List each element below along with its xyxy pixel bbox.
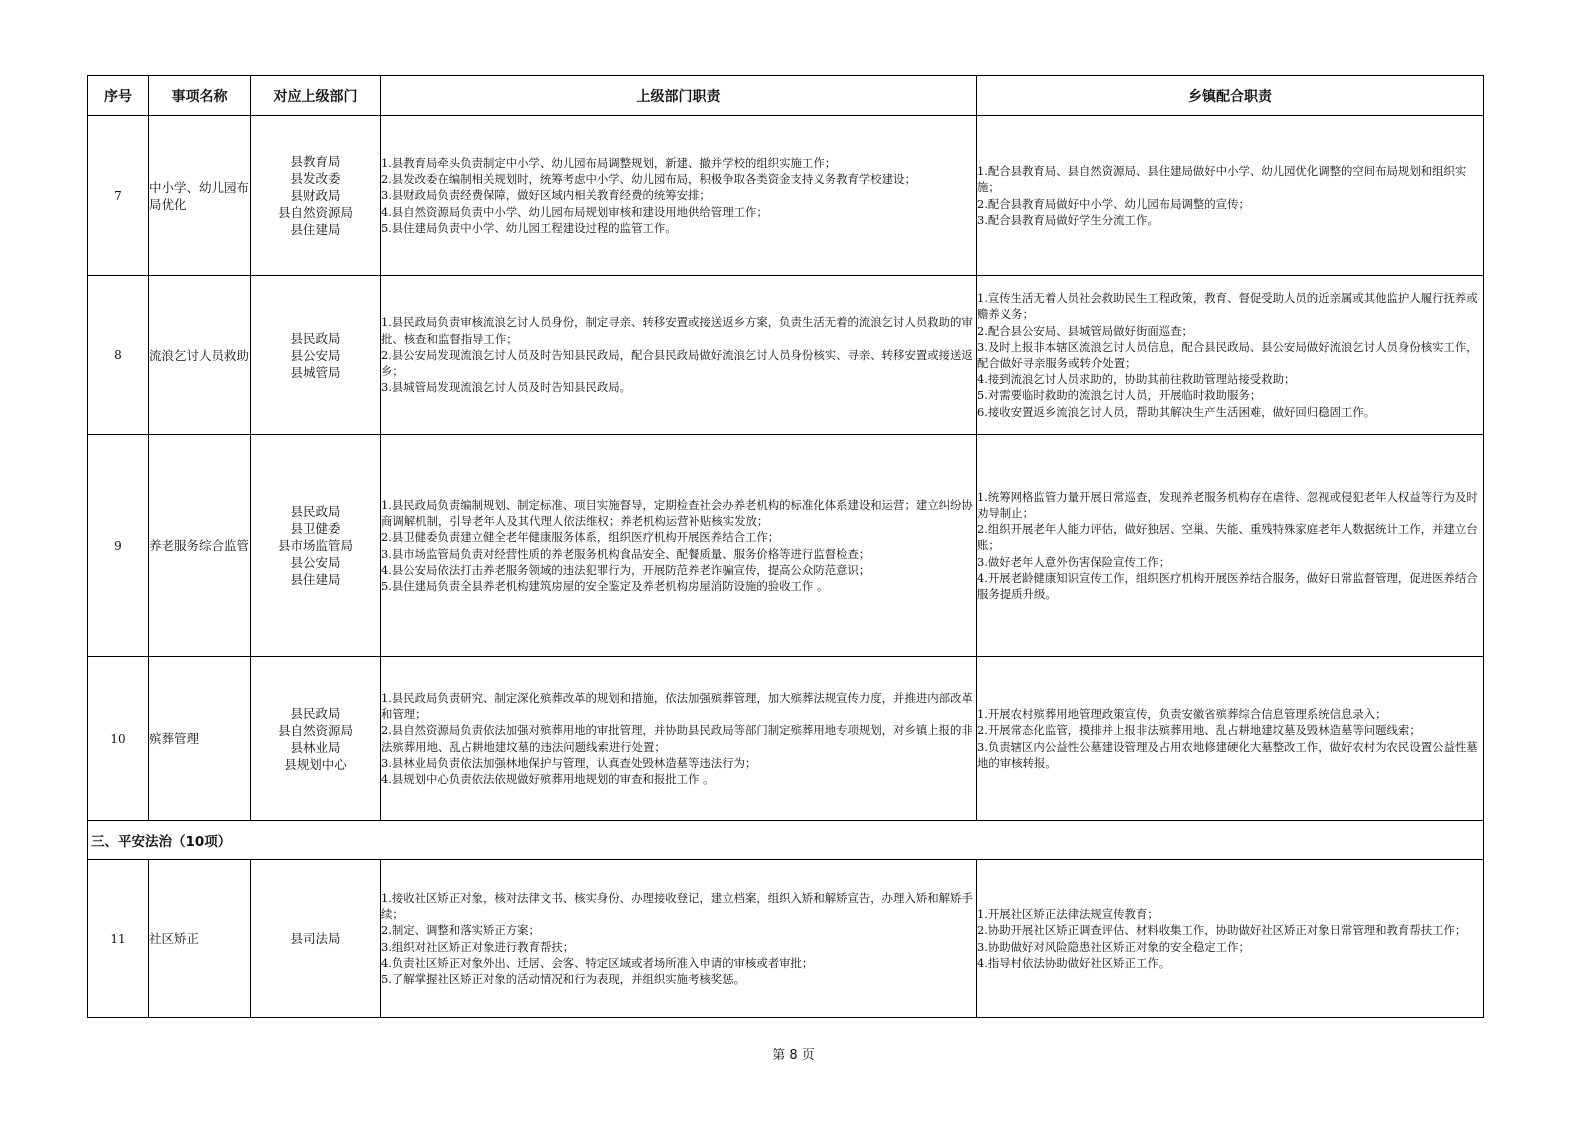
upper-duty-line: 2.县发改委在编制相关规划时，统筹考虑中小学、幼儿园布局，积极争取各类资金支持义务教育学校建设； bbox=[381, 172, 916, 187]
upper-duty-line: 5.县住建局负责中小学、幼儿园工程建设过程的监管工作。 bbox=[381, 220, 677, 235]
dept-item: 县公安局 bbox=[290, 555, 341, 570]
upper-duty-line: 4.县公安局依法打击养老服务领域的违法犯罪行为，开展防范养老诈骗宣传，提高公众防范意识； bbox=[381, 562, 871, 577]
town-duty-line: 3.做好老年人意外伤害保险宣传工作； bbox=[977, 554, 1171, 569]
header-item-name: 事项名称 bbox=[149, 76, 251, 116]
table-row bbox=[88, 276, 1484, 435]
upper-duty-cell bbox=[381, 657, 977, 821]
header-upper-duty: 上级部门职责 bbox=[381, 76, 977, 116]
dept-item: 县财政局 bbox=[290, 188, 341, 203]
dept-item: 县规划中心 bbox=[284, 756, 347, 772]
header-seq: 序号 bbox=[88, 76, 149, 116]
upper-duty-cell bbox=[381, 276, 977, 435]
dept-item: 县民政局 bbox=[290, 330, 341, 346]
upper-duty-line: 1.县教育局牵头负责制定中小学、幼儿园布局调整规划，新建、撤并学校的组织实施工作； bbox=[381, 155, 837, 170]
town-duty-line: 2.配合县公安局、县城管局做好街面巡查； bbox=[977, 323, 1193, 338]
upper-duty-cell bbox=[381, 860, 977, 1018]
row-number: 11 bbox=[88, 860, 149, 1018]
table-row bbox=[88, 116, 1484, 276]
table-row bbox=[88, 860, 1484, 1018]
dept-item: 县司法局 bbox=[290, 931, 341, 946]
dept-item: 县民政局 bbox=[290, 705, 341, 721]
dept-list bbox=[251, 860, 381, 1018]
dept-item: 县教育局 bbox=[290, 154, 341, 169]
upper-duty-line: 2.县公安局发现流浪乞讨人员及时告知县民政局，配合县民政局做好流浪乞讨人员身份核实、寻亲、转移安置或接送返乡； bbox=[381, 347, 973, 379]
row-number: 7 bbox=[88, 116, 149, 276]
upper-duty-line: 5.县住建局负责全县养老机构建筑房屋的安全鉴定及养老机构房屋消防设施的验收工作 。 bbox=[381, 578, 829, 593]
upper-duty-line: 1.县民政局负责研究、制定深化殡葬改革的规划和措施，依法加强殡葬管理，加大殡葬法规宣传力度，并推进内部改革和管理； bbox=[381, 690, 973, 722]
row-number: 9 bbox=[88, 435, 149, 657]
town-duty-line: 1.开展社区矫正法律法规宣传教育； bbox=[977, 907, 1159, 922]
upper-duty-line: 4.县规划中心负责依法依规做好殡葬用地规划的审查和报批工作 。 bbox=[381, 771, 715, 786]
header-row bbox=[88, 76, 1484, 116]
item-name: 殡葬管理 bbox=[149, 657, 251, 821]
upper-duty-line: 2.制定、调整和落实矫正方案； bbox=[381, 923, 540, 938]
upper-duty-line: 5.了解掌握社区矫正对象的活动情况和行为表现，并组织实施考核奖惩。 bbox=[381, 971, 745, 986]
town-duty-line: 3.协助做好对风险隐患社区矫正对象的安全稳定工作； bbox=[977, 939, 1250, 954]
town-duty-line: 2.协助开展社区矫正调查评估、材料收集工作，协助做好社区矫正对象日常管理和教育帮扶工作； bbox=[977, 923, 1467, 938]
dept-item: 县自然资源局 bbox=[277, 722, 353, 738]
upper-duty-cell bbox=[381, 116, 977, 276]
upper-duty-line: 2.县自然资源局负责依法加强对殡葬用地的审批管理，并协助县民政局等部门制定殡葬用地专项规划，对乡镇上报的非法殡葬用地、乱占耕地建坟墓的违法问题线索进行处置； bbox=[381, 723, 973, 754]
upper-duty-line: 2.县卫健委负责建立健全老年健康服务体系，组织医疗机构开展医养结合工作； bbox=[381, 530, 780, 545]
town-duty-line: 1.开展农村殡葬用地管理政策宣传，负责安徽省殡葬综合信息管理系统信息录入； bbox=[977, 707, 1387, 722]
town-duty-line: 1.宣传生活无着人员社会救助民生工程政策，教育、督促受助人员的近亲属或其他监护人履行抚养或赡养义务； bbox=[977, 291, 1478, 322]
town-duty-line: 3.负责辖区内公益性公墓建设管理及占用农地修建硬化大墓整改工作，做好农村为农民设置公益性墓地的审核转报。 bbox=[977, 739, 1478, 770]
dept-item: 县自然资源局 bbox=[277, 205, 353, 220]
dept-list bbox=[251, 116, 381, 276]
town-duty-line: 6.接收安置返乡流浪乞讨人员，帮助其解决生产生活困难，做好回归稳固工作。 bbox=[977, 404, 1376, 419]
town-duty-line: 1.配合县教育局、县自然资源局、县住建局做好中小学、幼儿园优化调整的空间布局规划和组织实施； bbox=[977, 164, 1467, 195]
dept-item: 县住建局 bbox=[290, 222, 341, 237]
item-name: 养老服务综合监管 bbox=[149, 435, 251, 657]
item-name: 流浪乞讨人员救助 bbox=[149, 276, 251, 435]
town-duty-cell bbox=[977, 657, 1484, 821]
dept-item: 县公安局 bbox=[290, 347, 341, 363]
town-duty-line: 1.统筹网格监管力量开展日常巡查，发现养老服务机构存在虐待、忽视或侵犯老年人权益等行为及时劝导制止； bbox=[977, 489, 1478, 520]
upper-duty-cell bbox=[381, 435, 977, 657]
item-name: 中小学、幼儿园布局优化 bbox=[149, 116, 251, 276]
duty-table bbox=[87, 75, 1484, 1018]
upper-duty-line: 3.县城管局发现流浪乞讨人员及时告知县民政局。 bbox=[381, 380, 632, 395]
town-duty-line: 4.接到流浪乞讨人员求助的，协助其前往救助管理站接受救助； bbox=[977, 372, 1296, 387]
upper-duty-line: 3.组织对社区矫正对象进行教育帮扶； bbox=[381, 939, 575, 954]
upper-duty-line: 1.接收社区矫正对象，核对法律文书、核实身份、办理接收登记，建立档案，组织入矫和解矫宣告，办理入矫和解矫手续； bbox=[381, 890, 973, 922]
dept-item: 县发改委 bbox=[290, 171, 341, 186]
town-duty-line: 4.开展老龄健康知识宣传工作，组织医疗机构开展医养结合服务，做好日常监督管理，促进医养结合服务提质升级。 bbox=[977, 570, 1478, 601]
dept-list bbox=[251, 657, 381, 821]
upper-duty-line: 3.县市场监管局负责对经营性质的养老服务机构食品安全、配餐质量、服务价格等进行监督检查； bbox=[381, 546, 871, 561]
dept-list bbox=[251, 435, 381, 657]
town-duty-line: 2.开展常态化监管，摸排并上报非法殡葬用地、乱占耕地建坟墓及毁林造墓等问题线索； bbox=[977, 723, 1421, 738]
header-town-duty: 乡镇配合职责 bbox=[977, 76, 1484, 116]
town-duty-cell bbox=[977, 435, 1484, 657]
table-row bbox=[88, 657, 1484, 821]
item-name: 社区矫正 bbox=[149, 860, 251, 1018]
town-duty-cell bbox=[977, 276, 1484, 435]
dept-item: 县林业局 bbox=[290, 739, 341, 755]
dept-item: 县民政局 bbox=[290, 504, 341, 519]
dept-item: 县卫健委 bbox=[290, 521, 341, 536]
dept-item: 县市场监管局 bbox=[277, 538, 353, 553]
upper-duty-line: 4.县自然资源局负责中小学、幼儿园布局规划审核和建设用地供给管理工作； bbox=[381, 204, 768, 219]
upper-duty-line: 3.县财政局负责经费保障，做好区域内相关教育经费的统筹安排； bbox=[381, 188, 711, 203]
upper-duty-line: 1.县民政局负责编制规划、制定标准、项目实施督导，定期检查社会办养老机构的标准化体系建设和运营；建立纠纷协商调解机制，引导老年人及其代理人依法维权；养老机构运营补贴核实发放； bbox=[381, 497, 973, 529]
row-number: 10 bbox=[88, 657, 149, 821]
upper-duty-line: 3.县林业局负责依法加强林地保护与管理，认真查处毁林造墓等违法行为； bbox=[381, 755, 757, 770]
town-duty-line: 3.配合县教育局做好学生分流工作。 bbox=[977, 212, 1159, 227]
section-row bbox=[88, 821, 1484, 860]
town-duty-line: 3.及时上报非本辖区流浪乞讨人员信息，配合县民政局、县公安局做好流浪乞讨人员身份核实工作，配合做好寻亲服务或转介处置； bbox=[977, 339, 1478, 370]
town-duty-cell bbox=[977, 116, 1484, 276]
header-upper-dept: 对应上级部门 bbox=[251, 76, 381, 116]
section-title: 三、平安法治（10项） bbox=[88, 821, 1484, 860]
dept-item: 县住建局 bbox=[290, 572, 341, 587]
dept-item: 县城管局 bbox=[290, 364, 341, 380]
page-number: 第 8 页 bbox=[772, 1048, 815, 1063]
upper-duty-line: 1.县民政局负责审核流浪乞讨人员身份，制定寻亲、转移安置或接送返乡方案，负责生活无着的流浪乞讨人员救助的审批、核查和监督指导工作； bbox=[381, 315, 973, 346]
dept-list bbox=[251, 276, 381, 435]
row-number: 8 bbox=[88, 276, 149, 435]
town-duty-line: 5.对需要临时救助的流浪乞讨人员，开展临时救助服务； bbox=[977, 388, 1262, 403]
table-row bbox=[88, 435, 1484, 657]
town-duty-line: 2.配合县教育局做好中小学、幼儿园布局调整的宣传； bbox=[977, 196, 1250, 211]
town-duty-line: 2.组织开展老年人能力评估，做好独居、空巢、失能、重残特殊家庭老年人数据统计工作，并建立台账； bbox=[977, 522, 1478, 553]
upper-duty-line: 4.负责社区矫正对象外出、迁居、会客、特定区域或者场所准入申请的审核或者审批； bbox=[381, 955, 814, 970]
town-duty-line: 4.指导村依法协助做好社区矫正工作。 bbox=[977, 955, 1171, 970]
town-duty-cell bbox=[977, 860, 1484, 1018]
